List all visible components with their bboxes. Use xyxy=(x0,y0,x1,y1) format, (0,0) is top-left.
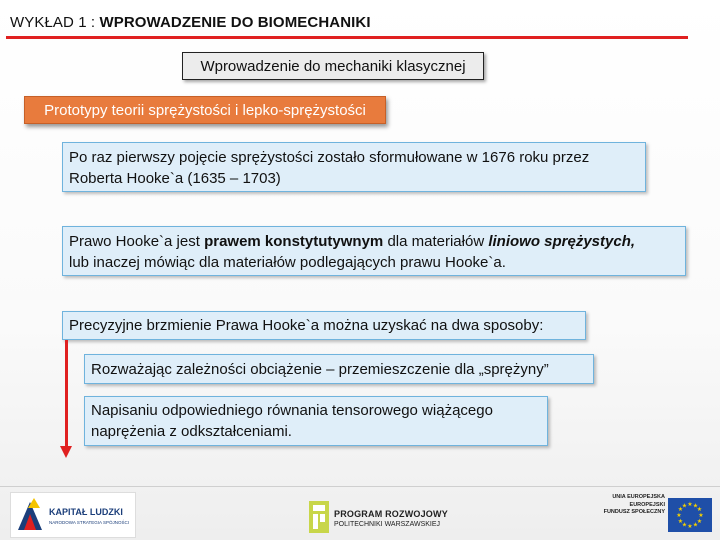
kapital-ludzki-subtitle: NARODOWA STRATEGIA SPÓJNOŚCI xyxy=(49,520,130,525)
hooke-history-line2: Roberta Hooke`a (1635 – 1703) xyxy=(69,170,281,187)
kapital-ludzki-title: KAPITAŁ LUDZKI xyxy=(49,507,123,517)
svg-text:★: ★ xyxy=(677,518,684,525)
svg-text:★: ★ xyxy=(677,506,684,513)
eu-text-block xyxy=(595,494,665,517)
section-heading-box xyxy=(24,96,386,124)
intro-text: Wprowadzenie do mechaniki klasycznej xyxy=(200,57,466,75)
svg-text:★: ★ xyxy=(681,521,688,529)
svg-text:★: ★ xyxy=(696,518,703,525)
intro-box xyxy=(182,52,484,80)
svg-text:★: ★ xyxy=(696,506,703,513)
eu-line1: UNIA EUROPEJSKA xyxy=(612,494,665,500)
program-rozwojowy-subtitle: POLITECHNIKI WARSZAWSKIEJ xyxy=(334,521,441,528)
svg-text:★: ★ xyxy=(698,512,704,519)
eu-line3: FUNDUSZ SPOŁECZNY xyxy=(603,509,665,515)
spring-approach-box xyxy=(84,354,594,384)
eu-flag-icon xyxy=(668,498,712,532)
section-heading-text: Prototypy teorii sprężystości i lepko-sprężystości xyxy=(44,101,366,119)
two-ways-box xyxy=(62,311,586,340)
svg-text:★: ★ xyxy=(681,502,688,510)
two-ways-text: Precyzyjne brzmienie Prawa Hooke`a można uzyskać na dwa sposoby: xyxy=(69,317,544,334)
hooke-law-italic: liniowo sprężystych, xyxy=(488,233,636,250)
program-rozwojowy-title: PROGRAM ROZWOJOWY xyxy=(334,509,448,519)
lecture-title: WPROWADZENIE DO BIOMECHANIKI xyxy=(99,14,371,31)
hooke-law-line2: lub inaczej mówiąc dla materiałów podlegających prawu Hooke`a. xyxy=(69,254,506,271)
svg-text:★: ★ xyxy=(692,521,699,529)
page-title xyxy=(10,14,371,31)
hooke-law-bold: prawem konstytutywnym xyxy=(204,233,384,250)
program-rozwojowy-logo xyxy=(308,496,460,538)
spring-approach-text: Rozważając zależności obciążenie – przemieszczenie dla „sprężyny” xyxy=(91,361,549,378)
svg-text:★: ★ xyxy=(692,502,699,510)
svg-text:★: ★ xyxy=(676,512,682,519)
pw-emblem-icon xyxy=(308,500,330,534)
hooke-law-box xyxy=(62,226,686,276)
hooke-law-text-a: Prawo Hooke`a jest xyxy=(69,233,205,250)
hooke-law-line1 xyxy=(69,231,679,252)
tensor-approach-box xyxy=(84,396,548,446)
kapital-ludzki-emblem-icon xyxy=(14,496,48,536)
svg-text:★: ★ xyxy=(687,523,693,530)
lecture-prefix: WYKŁAD 1 : xyxy=(10,14,100,31)
tensor-approach-line2: naprężenia z odkształceniami. xyxy=(91,423,292,440)
flow-arrow-line xyxy=(65,340,68,448)
eu-line2: EUROPEJSKI xyxy=(629,501,665,508)
hooke-history-box xyxy=(62,142,646,192)
footer-divider xyxy=(0,486,720,487)
hooke-law-text-b: dla materiałów xyxy=(383,233,489,250)
flow-arrow-head-icon xyxy=(60,446,72,458)
kapital-ludzki-logo xyxy=(10,492,136,538)
svg-text:★: ★ xyxy=(687,501,693,508)
eu-logo xyxy=(595,492,713,538)
header-divider xyxy=(6,36,688,39)
tensor-approach-line1: Napisaniu odpowiedniego równania tensorowego wiążącego xyxy=(91,402,493,419)
hooke-history-line1: Po raz pierwszy pojęcie sprężystości zostało sformułowane w 1676 roku przez xyxy=(69,149,590,166)
